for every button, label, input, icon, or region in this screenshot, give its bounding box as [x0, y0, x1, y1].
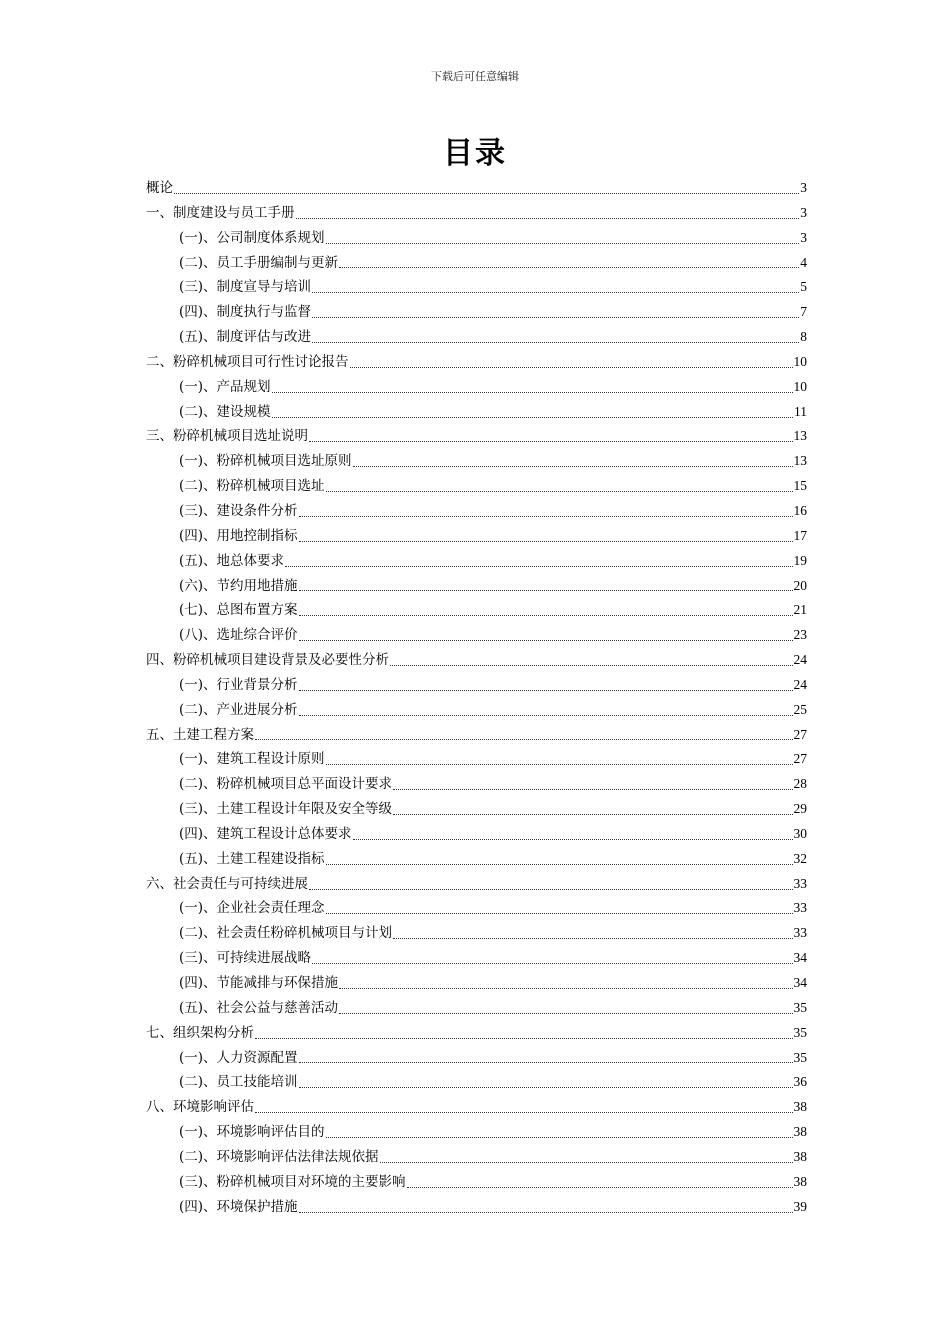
toc-entry-page-number: 24 [793, 652, 807, 668]
toc-entry-label: (六)、节约用地措施 [179, 577, 298, 594]
toc-entry-page-number: 35 [793, 999, 807, 1015]
toc-entry-page-number: 32 [793, 850, 807, 866]
toc-dot-leader [299, 690, 793, 691]
toc-entry[interactable] [146, 350, 807, 375]
toc-dot-leader [296, 218, 800, 219]
toc-entry-label: (一)、环境影响评估目的 [179, 1124, 325, 1141]
toc-entry-page-number: 13 [793, 453, 807, 469]
toc-entry[interactable] [146, 201, 807, 226]
toc-entry-page-number: 3 [800, 204, 807, 220]
toc-entry-page-number: 23 [793, 627, 807, 643]
toc-entry-label: 八、环境影响评估 [146, 1099, 254, 1116]
toc-entry[interactable] [146, 872, 807, 897]
page-header: 下载后可任意编辑 [431, 70, 519, 83]
toc-entry-label: (二)、粉碎机械项目选址 [179, 478, 325, 495]
toc-entry-label: (三)、可持续进展战略 [179, 950, 312, 967]
toc-entry-label: (五)、制度评估与改进 [179, 329, 312, 346]
toc-entry-label: (一)、建筑工程设计原则 [179, 751, 325, 768]
toc-entry-label: (三)、制度宣导与培训 [179, 279, 312, 296]
toc-entry[interactable] [146, 747, 807, 772]
toc-dot-leader [309, 441, 793, 442]
toc-entry[interactable] [146, 176, 807, 201]
toc-entry[interactable] [146, 1170, 807, 1195]
toc-entry-label: 七、组织架构分析 [146, 1024, 254, 1041]
toc-entry[interactable] [146, 375, 807, 400]
toc-entry-label: (七)、总图布置方案 [179, 602, 298, 619]
toc-entry[interactable] [146, 921, 807, 946]
toc-dot-leader [312, 963, 792, 964]
toc-entry-label: (一)、企业社会责任理念 [179, 900, 325, 917]
toc-dot-leader [299, 541, 793, 542]
toc-entry-page-number: 3 [800, 229, 807, 245]
toc-entry-label: 二、粉碎机械项目可行性讨论报告 [146, 353, 349, 370]
toc-dot-leader [326, 243, 800, 244]
toc-entry-label: (二)、产业进展分析 [179, 701, 298, 718]
toc-entry[interactable] [146, 226, 807, 251]
toc-entry-page-number: 24 [793, 676, 807, 692]
toc-entry-label: (三)、建设条件分析 [179, 502, 298, 519]
toc-entry-label: (一)、人力资源配置 [179, 1049, 298, 1066]
toc-entry[interactable] [146, 275, 807, 300]
toc-entry[interactable] [146, 698, 807, 723]
toc-entry-page-number: 8 [800, 329, 807, 345]
toc-entry-label: 六、社会责任与可持续进展 [146, 875, 308, 892]
toc-dot-leader [380, 1162, 793, 1163]
toc-dot-leader [272, 392, 793, 393]
toc-entry-label: 一、制度建设与员工手册 [146, 204, 295, 221]
toc-dot-leader [299, 516, 793, 517]
toc-entry-label: 五、土建工程方案 [146, 726, 254, 743]
toc-dot-leader [285, 566, 792, 567]
toc-entry-page-number: 19 [793, 552, 807, 568]
toc-entry-page-number: 7 [800, 304, 807, 320]
toc-entry-page-number: 13 [793, 428, 807, 444]
toc-entry-page-number: 36 [793, 1074, 807, 1090]
toc-entry-label: 三、粉碎机械项目选址说明 [146, 428, 308, 445]
toc-entry[interactable] [146, 300, 807, 325]
toc-entry-page-number: 3 [800, 180, 807, 195]
toc-dot-leader [255, 1112, 793, 1113]
toc-entry[interactable] [146, 325, 807, 350]
toc-entry[interactable] [146, 251, 807, 276]
toc-entry-label: (四)、环境保护措施 [179, 1198, 298, 1215]
toc-entry-page-number: 35 [793, 1049, 807, 1065]
toc-dot-leader [174, 193, 799, 194]
toc-entry-label: (一)、公司制度体系规划 [179, 229, 325, 246]
toc-entry-label: 概论 [146, 180, 173, 196]
toc-entry-page-number: 38 [793, 1173, 807, 1189]
toc-entry-label: (三)、土建工程设计年限及安全等级 [179, 801, 393, 818]
toc-entry-label: (四)、用地控制指标 [179, 527, 298, 544]
toc-entry-page-number: 38 [793, 1124, 807, 1140]
toc-dot-leader [339, 988, 792, 989]
toc-entry-page-number: 33 [793, 900, 807, 916]
toc-entry-page-number: 10 [793, 378, 807, 394]
toc-entry[interactable] [146, 822, 807, 847]
toc-entry-page-number: 20 [793, 577, 807, 593]
toc-entry-page-number: 33 [793, 875, 807, 891]
toc-entry-page-number: 34 [793, 975, 807, 990]
toc-entry-page-number: 5 [800, 279, 807, 295]
toc-entry-page-number: 21 [793, 602, 807, 618]
toc-entry-label: (二)、社会责任粉碎机械项目与计划 [179, 925, 393, 942]
toc-dot-leader [339, 267, 799, 268]
toc-entry[interactable] [146, 1021, 807, 1046]
toc-entry[interactable] [146, 499, 807, 524]
toc-dot-leader [312, 292, 799, 293]
toc-entry-page-number: 4 [800, 254, 807, 270]
toc-entry-label: (八)、选址综合评价 [179, 627, 298, 644]
toc-entry-page-number: 16 [793, 502, 807, 518]
toc-entry[interactable] [146, 449, 807, 474]
toc-entry-page-number: 15 [793, 478, 807, 494]
toc-dot-leader [309, 889, 793, 890]
toc-entry[interactable] [146, 424, 807, 449]
toc-dot-leader [312, 317, 799, 318]
toc-dot-leader [350, 367, 793, 368]
toc-entry-page-number: 38 [793, 1148, 807, 1164]
toc-dot-leader [390, 665, 793, 666]
toc-entry-label: (五)、土建工程建设指标 [179, 850, 325, 867]
toc-dot-leader [326, 764, 793, 765]
toc-dot-leader [272, 417, 793, 418]
toc-dot-leader [326, 913, 793, 914]
toc-entry-page-number: 27 [793, 726, 807, 742]
toc-entry-page-number: 27 [793, 751, 807, 767]
toc-dot-leader [255, 1038, 793, 1039]
toc-entry-label: (五)、社会公益与慈善活动 [179, 999, 339, 1016]
toc-entry-label: 四、粉碎机械项目建设背景及必要性分析 [146, 652, 389, 669]
toc-entry-page-number: 11 [794, 403, 807, 419]
toc-entry[interactable] [146, 648, 807, 673]
toc-dot-leader [353, 466, 793, 467]
toc-entry[interactable] [146, 673, 807, 698]
toc-entry[interactable] [146, 598, 807, 623]
toc-entry[interactable] [146, 524, 807, 549]
toc-dot-leader [299, 1062, 793, 1063]
toc-entry-label: (三)、粉碎机械项目对环境的主要影响 [179, 1173, 406, 1190]
toc-dot-leader [326, 1137, 793, 1138]
toc-entry-label: (四)、制度执行与监督 [179, 304, 312, 321]
toc-entry[interactable] [146, 772, 807, 797]
toc-dot-leader [299, 615, 793, 616]
toc-entry-label: (二)、员工手册编制与更新 [179, 254, 339, 271]
toc-entry[interactable] [146, 946, 807, 971]
toc-entry-page-number: 25 [793, 701, 807, 717]
toc-entry-page-number: 30 [793, 825, 807, 841]
toc-dot-leader [353, 839, 793, 840]
toc-entry-label: (一)、产品规划 [179, 378, 271, 395]
toc-entry[interactable] [146, 1145, 807, 1170]
toc-entry-page-number: 17 [793, 527, 807, 543]
toc-dot-leader [255, 739, 793, 740]
toc-entry[interactable] [146, 400, 807, 425]
toc-entry-label: (四)、节能减排与环保措施 [179, 975, 339, 991]
toc-entry-label: (一)、行业背景分析 [179, 676, 298, 693]
toc-dot-leader [312, 342, 799, 343]
toc-entry[interactable] [146, 474, 807, 499]
toc-entry[interactable] [146, 1046, 807, 1071]
toc-entry-label: (二)、员工技能培训 [179, 1074, 298, 1091]
toc-dot-leader [407, 1187, 793, 1188]
toc-entry-page-number: 39 [793, 1198, 807, 1214]
toc-dot-leader [299, 590, 793, 591]
toc-dot-leader [339, 1013, 792, 1014]
toc-dot-leader [299, 1212, 793, 1213]
toc-entry-page-number: 34 [793, 950, 807, 966]
toc-dot-leader [299, 640, 793, 641]
toc-dot-leader [393, 789, 792, 790]
toc-dot-leader [299, 715, 793, 716]
toc-entry[interactable] [146, 847, 807, 872]
toc-entry[interactable] [146, 549, 807, 574]
toc-dot-leader [326, 864, 793, 865]
toc-entry[interactable] [146, 1095, 807, 1120]
toc-entry-label: (二)、环境影响评估法律法规依据 [179, 1148, 379, 1165]
toc-entry-label: (二)、建设规模 [179, 403, 271, 420]
table-of-contents [146, 176, 807, 1219]
toc-entry[interactable] [146, 797, 807, 822]
toc-entry[interactable] [146, 1070, 807, 1095]
toc-entry-page-number: 33 [793, 925, 807, 941]
toc-entry[interactable] [146, 723, 807, 748]
toc-entry-page-number: 38 [793, 1099, 807, 1115]
toc-dot-leader [326, 491, 793, 492]
toc-entry[interactable] [146, 971, 807, 996]
toc-entry-label: (四)、建筑工程设计总体要求 [179, 825, 352, 842]
toc-entry-page-number: 29 [793, 801, 807, 817]
toc-dot-leader [299, 1087, 793, 1088]
toc-entry-label: (二)、粉碎机械项目总平面设计要求 [179, 776, 393, 793]
toc-entry[interactable] [146, 1120, 807, 1145]
toc-dot-leader [393, 814, 792, 815]
toc-entry[interactable] [146, 896, 807, 921]
toc-entry-page-number: 28 [793, 776, 807, 792]
toc-entry[interactable] [146, 574, 807, 599]
toc-entry[interactable] [146, 1195, 807, 1220]
toc-entry-page-number: 35 [793, 1024, 807, 1040]
toc-entry-page-number: 10 [793, 353, 807, 369]
toc-entry-label: (五)、地总体要求 [179, 552, 285, 569]
toc-entry[interactable] [146, 623, 807, 648]
toc-entry-label: (一)、粉碎机械项目选址原则 [179, 453, 352, 470]
page-title: 目录 [443, 136, 507, 171]
toc-entry[interactable] [146, 996, 807, 1021]
toc-dot-leader [393, 938, 792, 939]
